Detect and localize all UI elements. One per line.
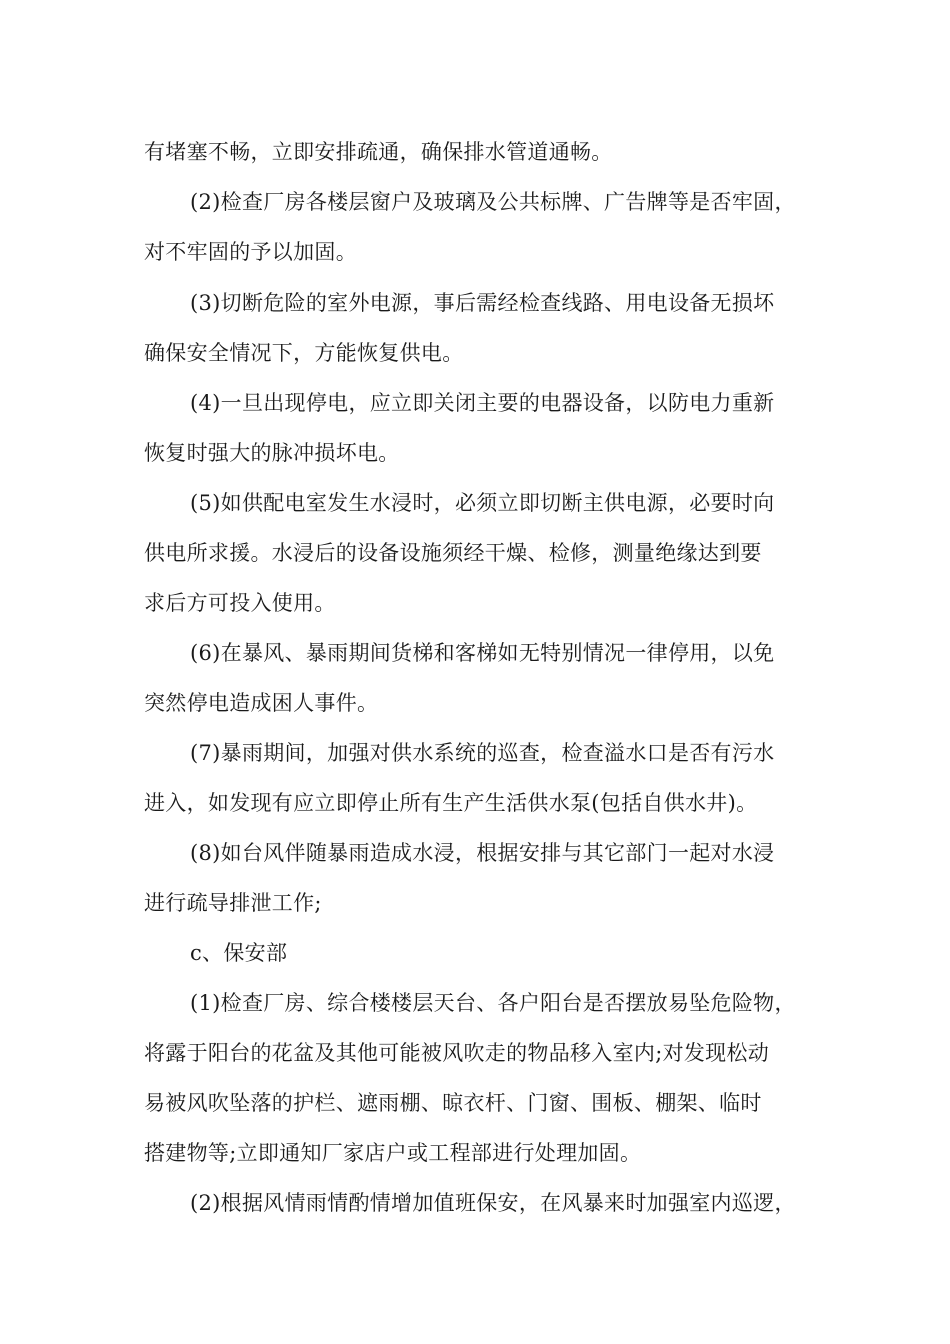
- text-line: (5)如供配电室发生水浸时，必须立即切断主供电源，必要时向: [190, 491, 775, 515]
- text-line: 求后方可投入使用。: [144, 591, 336, 615]
- text-line: 有堵塞不畅，立即安排疏通，确保排水管道通畅。: [144, 140, 613, 164]
- section-heading: c、保安部: [190, 941, 288, 965]
- text-line: 确保安全情况下，方能恢复供电。: [144, 341, 464, 365]
- text-line: (2)根据风情雨情酌情增加值班保安，在风暴来时加强室内巡逻，: [190, 1191, 796, 1215]
- text-line: 供电所求援。水浸后的设备设施须经干燥、检修，测量绝缘达到要: [144, 541, 762, 565]
- text-line: 进行疏导排泄工作;: [144, 891, 322, 915]
- text-line: 突然停电造成困人事件。: [144, 691, 379, 715]
- text-line: (2)检查厂房各楼层窗户及玻璃及公共标牌、广告牌等是否牢固，: [190, 190, 796, 214]
- text-line: (3)切断危险的室外电源，事后需经检查线路、用电设备无损坏: [190, 291, 775, 315]
- text-line: (4)一旦出现停电，应立即关闭主要的电器设备，以防电力重新: [190, 391, 775, 415]
- text-line: 进入，如发现有应立即停止所有生产生活供水泵(包括自供水井)。: [144, 791, 758, 815]
- text-line: 对不牢固的予以加固。: [144, 240, 357, 264]
- text-line: (1)检查厂房、综合楼楼层天台、各户阳台是否摆放易坠危险物，: [190, 991, 796, 1015]
- text-line: (6)在暴风、暴雨期间货梯和客梯如无特别情况一律停用，以免: [190, 641, 775, 665]
- text-line: 搭建物等;立即通知厂家店户或工程部进行处理加固。: [144, 1141, 642, 1165]
- text-line: 易被风吹坠落的护栏、遮雨棚、晾衣杆、门窗、围板、棚架、临时: [144, 1091, 762, 1115]
- text-line: (8)如台风伴随暴雨造成水浸，根据安排与其它部门一起对水浸: [190, 841, 775, 865]
- text-line: 将露于阳台的花盆及其他可能被风吹走的物品移入室内;对发现松动: [144, 1041, 770, 1065]
- text-line: 恢复时强大的脉冲损坏电。: [144, 441, 400, 465]
- text-line: (7)暴雨期间，加强对供水系统的巡查，检查溢水口是否有污水: [190, 741, 775, 765]
